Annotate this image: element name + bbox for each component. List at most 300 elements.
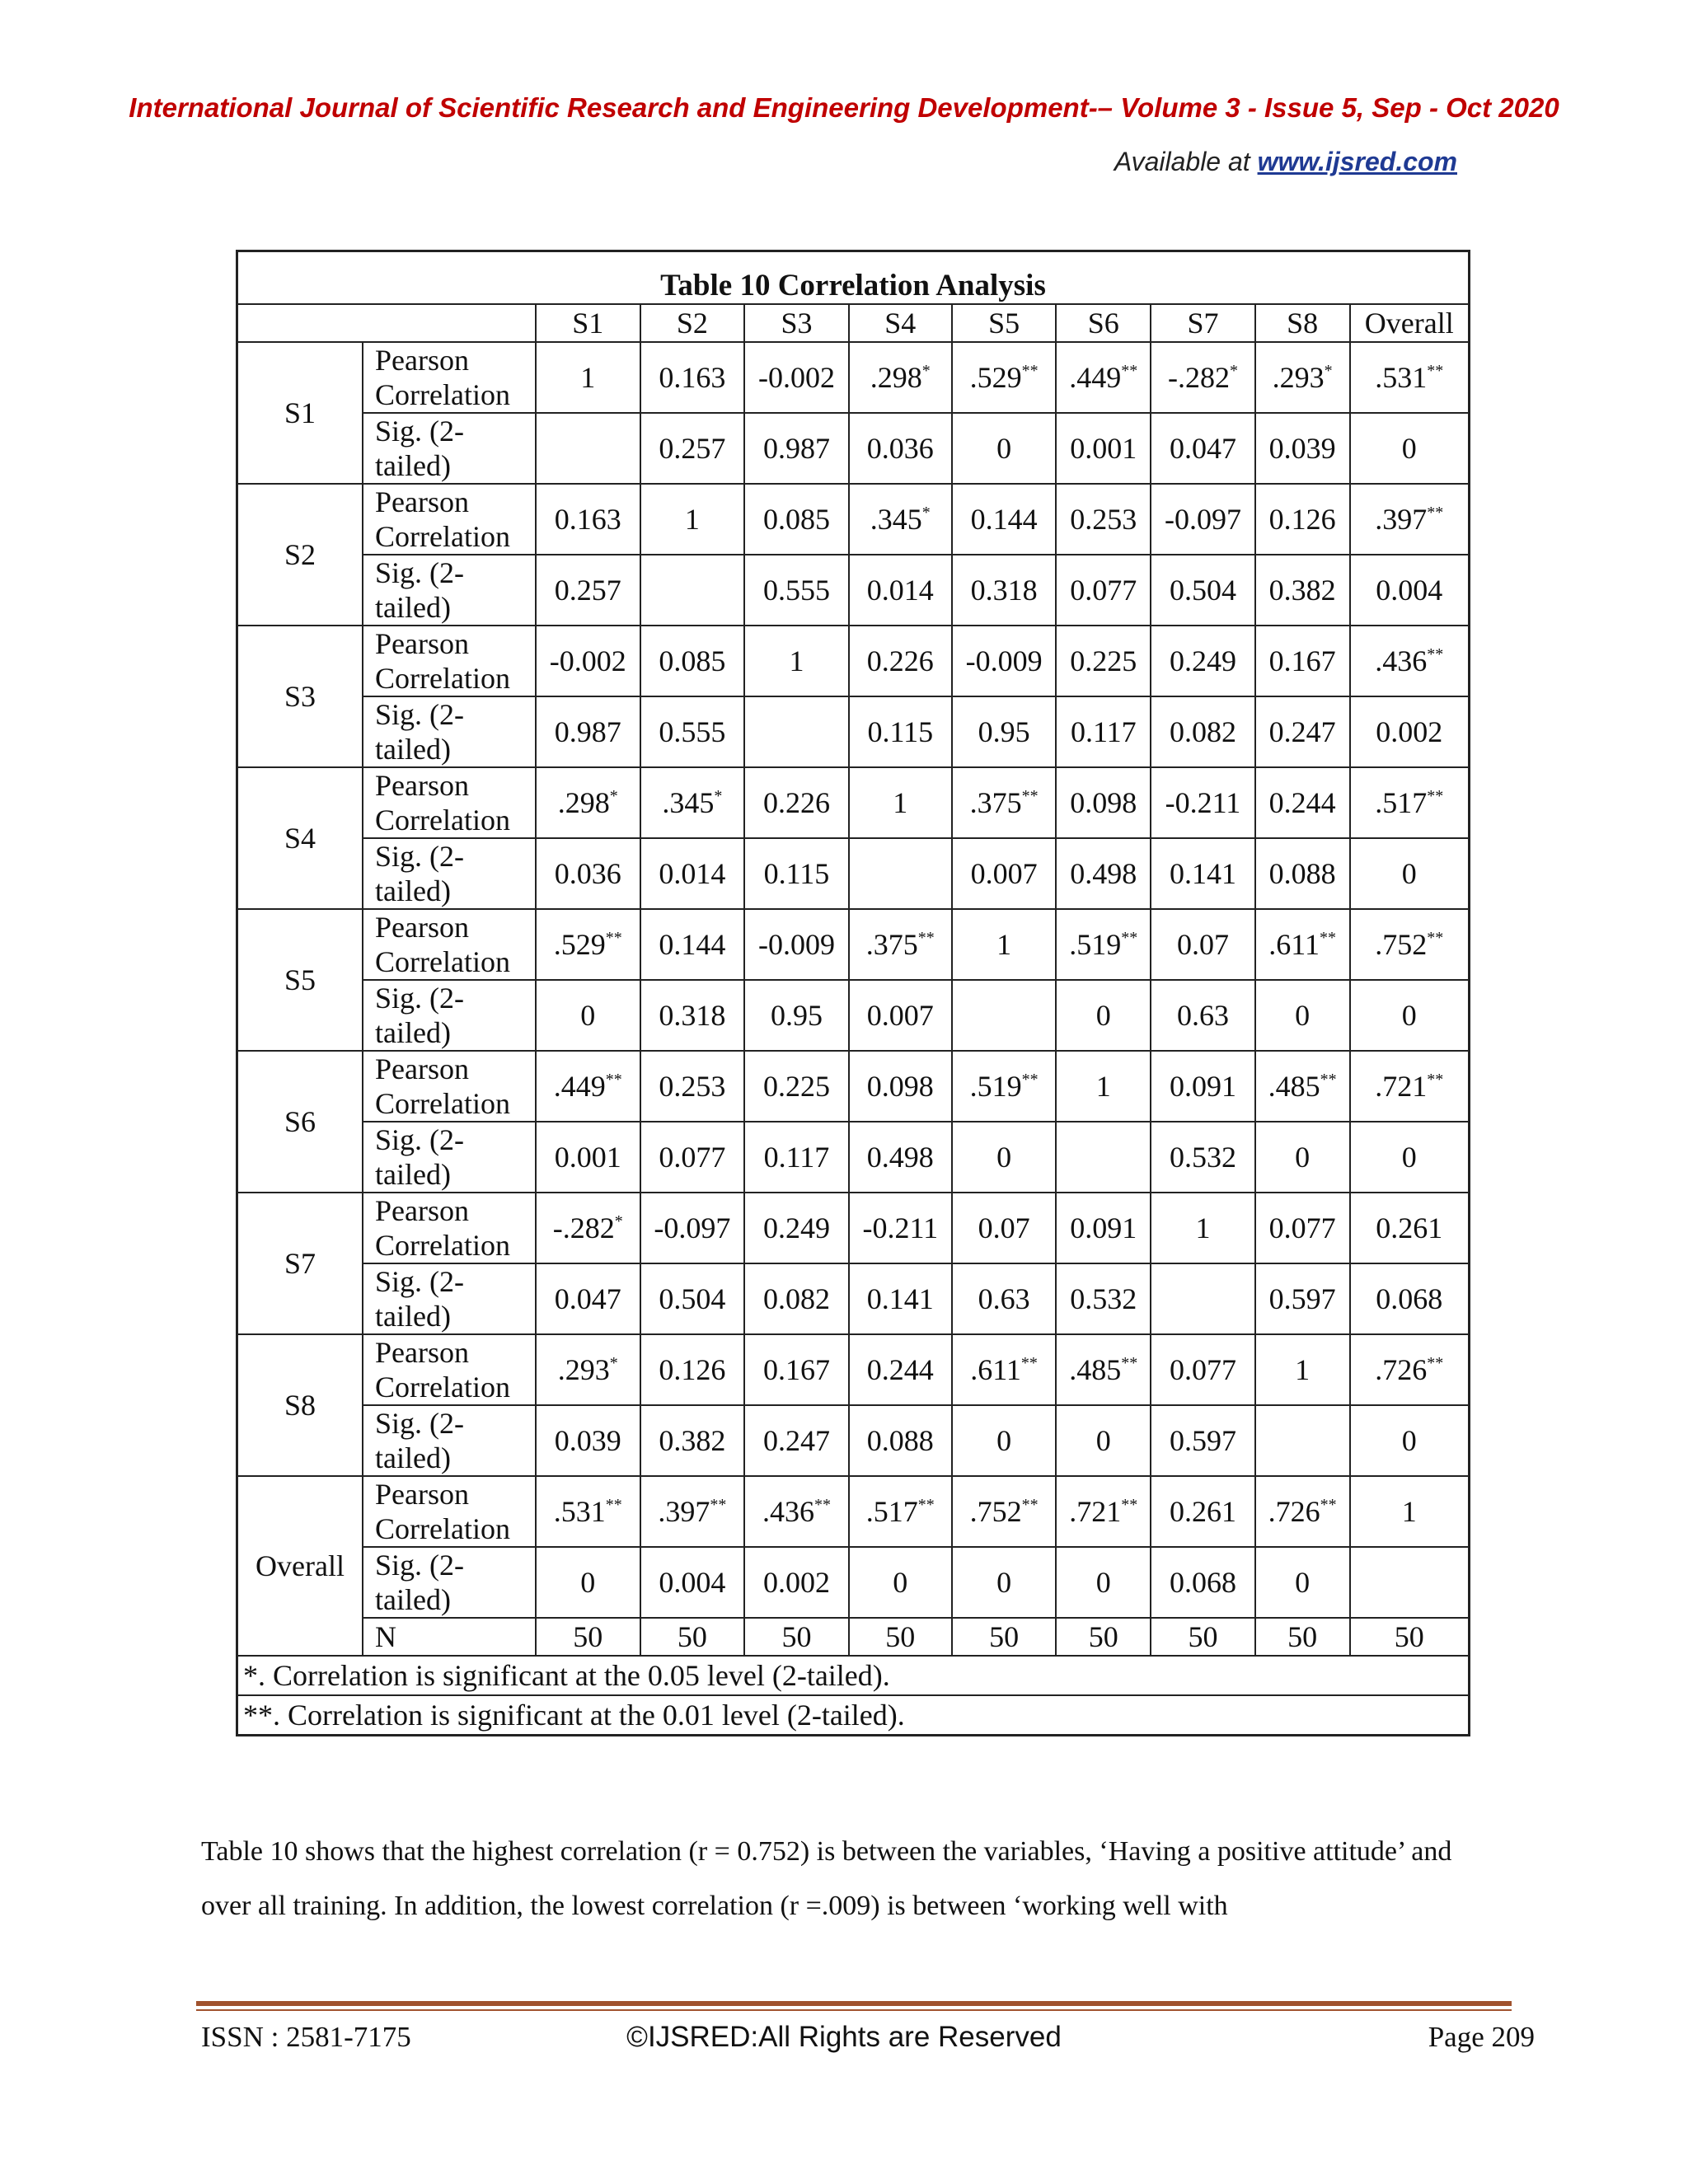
table-footnote: *. Correlation is significant at the 0.05 level (2-tailed). [237, 1656, 1470, 1695]
sig-cell [640, 555, 745, 626]
pearson-value: 0.167 [1268, 644, 1336, 677]
pearson-value: .436 [762, 1495, 814, 1528]
variable-label: Overall [237, 1476, 363, 1656]
sig-cell: 0 [952, 413, 1057, 484]
pearson-cell [640, 1334, 745, 1405]
sig-cell: 0.247 [1255, 696, 1350, 767]
pearson-cell [1151, 1334, 1255, 1405]
pearson-cell [1056, 1193, 1151, 1263]
sig-cell: 0.318 [952, 555, 1057, 626]
pearson-value: .611 [970, 1353, 1021, 1386]
pearson-cell [744, 342, 849, 413]
pearson-value: 1 [684, 503, 700, 536]
sig-cell [952, 980, 1057, 1051]
table-header-row [237, 304, 1470, 342]
sig-cell: 0.039 [1255, 413, 1350, 484]
journal-header: International Journal of Scientific Research and Engineering Development-– Volume 3 - Issue 5, Sep - Oct 2020 [129, 92, 1559, 123]
pearson-cell [1255, 484, 1350, 555]
pearson-cell [849, 342, 952, 413]
sig-cell: 0.95 [952, 696, 1057, 767]
sig-cell [849, 838, 952, 909]
table-row [237, 555, 1470, 626]
sig-cell: 0 [1350, 1405, 1470, 1476]
significance-marker: ** [1427, 645, 1444, 663]
pearson-cell [744, 626, 849, 696]
variable-label: S7 [237, 1193, 363, 1334]
stat-label: Sig. (2-tailed) [363, 696, 536, 767]
table-row [237, 1405, 1470, 1476]
pearson-cell [744, 1334, 849, 1405]
pearson-value: 0.261 [1376, 1212, 1443, 1244]
stat-label: N [363, 1618, 536, 1656]
sig-cell: 0.115 [744, 838, 849, 909]
pearson-value: 1 [1295, 1353, 1311, 1386]
stat-label: Pearson Correlation [363, 1476, 536, 1547]
pearson-cell [536, 484, 640, 555]
sig-cell: 0 [536, 980, 640, 1051]
pearson-value: 0.091 [1070, 1212, 1137, 1244]
pearson-value: 1 [1195, 1212, 1211, 1244]
pearson-value: .449 [1069, 361, 1122, 394]
n-cell: 50 [1350, 1618, 1470, 1656]
pearson-value: .397 [658, 1495, 710, 1528]
table-row [237, 1476, 1470, 1547]
table-row [237, 767, 1470, 838]
footer-issn: ISSN : 2581-7175 [201, 2021, 411, 2053]
significance-marker: ** [917, 929, 935, 947]
stat-label: Sig. (2-tailed) [363, 555, 536, 626]
sig-cell: 0.082 [744, 1263, 849, 1334]
variable-label: S6 [237, 1051, 363, 1193]
sig-cell: 0.068 [1350, 1263, 1470, 1334]
significance-marker: * [714, 787, 723, 805]
sig-cell [1255, 1405, 1350, 1476]
column-header: S3 [744, 304, 849, 342]
column-header: S7 [1151, 304, 1255, 342]
pearson-cell [536, 909, 640, 980]
significance-marker: ** [710, 1496, 727, 1514]
pearson-value: 0.253 [659, 1070, 726, 1103]
pearson-cell [849, 626, 952, 696]
significance-marker: ** [1320, 1496, 1337, 1514]
pearson-cell [1350, 909, 1470, 980]
sig-cell: 0.036 [849, 413, 952, 484]
pearson-value: 0.249 [1169, 644, 1236, 677]
pearson-value: 0.163 [554, 503, 621, 536]
sig-cell: 0.014 [640, 838, 745, 909]
table-row [237, 838, 1470, 909]
sig-cell: 0.002 [1350, 696, 1470, 767]
pearson-cell [640, 484, 745, 555]
table-row [237, 626, 1470, 696]
pearson-cell [1255, 1334, 1350, 1405]
table-row [237, 342, 1470, 413]
pearson-cell [640, 767, 745, 838]
pearson-cell [1056, 909, 1151, 980]
pearson-cell [1151, 1193, 1255, 1263]
pearson-cell [1350, 767, 1470, 838]
pearson-cell [744, 909, 849, 980]
sig-cell: 0.088 [849, 1405, 952, 1476]
pearson-cell [536, 1334, 640, 1405]
table-row [237, 1051, 1470, 1122]
n-cell: 50 [1056, 1618, 1151, 1656]
sig-cell: 0.555 [640, 696, 745, 767]
pearson-value: -0.211 [862, 1212, 939, 1244]
pearson-cell [952, 484, 1057, 555]
pearson-value: 1 [789, 644, 804, 677]
table-row [237, 1263, 1470, 1334]
pearson-cell [1350, 484, 1470, 555]
column-header: S5 [952, 304, 1057, 342]
sig-cell: 0.141 [849, 1263, 952, 1334]
pearson-value: .517 [865, 1495, 918, 1528]
pearson-cell [1151, 1476, 1255, 1547]
table-row [237, 980, 1470, 1051]
pearson-value: 0.098 [866, 1070, 934, 1103]
table-row [237, 909, 1470, 980]
significance-marker: ** [814, 1496, 831, 1514]
sig-cell: 0.117 [744, 1122, 849, 1193]
sig-cell: 0 [1350, 1122, 1470, 1193]
significance-marker: ** [1427, 929, 1444, 947]
pearson-value: .298 [870, 361, 922, 394]
pearson-value: .345 [662, 786, 715, 819]
sig-cell [536, 413, 640, 484]
sig-cell: 0.257 [640, 413, 745, 484]
table-row [237, 413, 1470, 484]
significance-marker: ** [1427, 504, 1444, 522]
sig-cell: 0.039 [536, 1405, 640, 1476]
pearson-cell [1350, 342, 1470, 413]
sig-cell: 0.068 [1151, 1547, 1255, 1618]
sig-cell: 0.007 [952, 838, 1057, 909]
pearson-value: 0.144 [970, 503, 1038, 536]
sig-cell: 0 [1255, 1547, 1350, 1618]
pearson-cell [640, 1476, 745, 1547]
significance-marker: ** [1021, 787, 1039, 805]
sig-cell: 0 [1056, 1547, 1151, 1618]
pearson-value: 0.091 [1169, 1070, 1236, 1103]
pearson-value: 0.077 [1268, 1212, 1336, 1244]
sig-cell: 0.004 [1350, 555, 1470, 626]
stat-label: Sig. (2-tailed) [363, 1122, 536, 1193]
pearson-cell [1255, 1051, 1350, 1122]
table-row [237, 696, 1470, 767]
sig-cell: 0 [849, 1547, 952, 1618]
pearson-value: .293 [1272, 361, 1325, 394]
significance-marker: ** [1021, 1496, 1039, 1514]
sig-cell [1350, 1547, 1470, 1618]
available-at [1114, 147, 1457, 177]
sig-cell: 0 [1350, 980, 1470, 1051]
significance-marker: ** [1020, 1354, 1038, 1372]
pearson-value: .752 [969, 1495, 1022, 1528]
n-cell: 50 [1255, 1618, 1350, 1656]
available-prefix: Available at [1114, 147, 1258, 176]
pearson-cell [1151, 342, 1255, 413]
sig-cell: 0.498 [1056, 838, 1151, 909]
pearson-value: .436 [1375, 644, 1428, 677]
pearson-value: 1 [1401, 1495, 1417, 1528]
significance-marker: ** [1427, 362, 1444, 380]
significance-marker: ** [605, 929, 622, 947]
stat-label: Sig. (2-tailed) [363, 1405, 536, 1476]
pearson-cell [1255, 1193, 1350, 1263]
header-corner [237, 304, 537, 342]
significance-marker: * [1324, 362, 1333, 380]
significance-marker: ** [1121, 362, 1138, 380]
sig-cell: 0.117 [1056, 696, 1151, 767]
pearson-cell [952, 909, 1057, 980]
correlation-table [236, 250, 1470, 1736]
pearson-cell [640, 626, 745, 696]
pearson-value: 0.126 [659, 1353, 726, 1386]
pearson-cell [1350, 1051, 1470, 1122]
pearson-cell [536, 1051, 640, 1122]
pearson-cell [849, 1334, 952, 1405]
pearson-cell [640, 342, 745, 413]
pearson-cell [536, 767, 640, 838]
significance-marker: ** [917, 1496, 935, 1514]
stat-label: Sig. (2-tailed) [363, 838, 536, 909]
sig-cell: 0.597 [1151, 1405, 1255, 1476]
sig-cell: 0 [1255, 980, 1350, 1051]
pearson-cell [744, 1051, 849, 1122]
pearson-value: .449 [553, 1070, 606, 1103]
pearson-cell [640, 909, 745, 980]
pearson-cell [1255, 1476, 1350, 1547]
sig-cell: 0.141 [1151, 838, 1255, 909]
pearson-cell [1151, 909, 1255, 980]
n-cell: 50 [744, 1618, 849, 1656]
significance-marker: ** [1121, 1496, 1138, 1514]
pearson-value: 0.085 [659, 644, 726, 677]
sig-cell: 0.63 [952, 1263, 1057, 1334]
significance-marker: ** [1427, 1071, 1444, 1089]
pearson-value: .531 [1375, 361, 1428, 394]
pearson-value: 0.144 [659, 928, 726, 961]
pearson-cell [1151, 1051, 1255, 1122]
stat-label: Pearson Correlation [363, 1051, 536, 1122]
pearson-cell [744, 1193, 849, 1263]
significance-marker: * [921, 362, 931, 380]
pearson-value: -0.009 [965, 644, 1043, 677]
stat-label: Pearson Correlation [363, 909, 536, 980]
pearson-value: -.282 [1167, 361, 1230, 394]
column-header: S8 [1255, 304, 1350, 342]
sig-cell: 0 [1056, 980, 1151, 1051]
pearson-cell [744, 767, 849, 838]
pearson-value: -0.009 [757, 928, 835, 961]
pearson-value: .517 [1375, 786, 1428, 819]
sig-cell: 0.077 [1056, 555, 1151, 626]
pearson-cell [1056, 626, 1151, 696]
pearson-value: 0.07 [978, 1212, 1030, 1244]
pearson-cell [1255, 342, 1350, 413]
pearson-value: .375 [969, 786, 1022, 819]
table-row [237, 1193, 1470, 1263]
pearson-cell [1255, 767, 1350, 838]
stat-label: Sig. (2-tailed) [363, 1547, 536, 1618]
journal-website-link[interactable]: www.ijsred.com [1257, 147, 1457, 176]
pearson-value: 0.225 [762, 1070, 830, 1103]
table-footnote-row [237, 1656, 1470, 1695]
n-cell: 50 [536, 1618, 640, 1656]
pearson-value: .519 [969, 1070, 1022, 1103]
pearson-value: .293 [557, 1353, 610, 1386]
sig-cell: 0 [1255, 1122, 1350, 1193]
sig-cell: 0.318 [640, 980, 745, 1051]
pearson-value: .397 [1375, 503, 1428, 536]
n-cell: 50 [952, 1618, 1057, 1656]
pearson-value: -.282 [552, 1212, 615, 1244]
pearson-cell [1056, 1051, 1151, 1122]
table-row [237, 1547, 1470, 1618]
footer-page-number: Page 209 [1428, 2021, 1535, 2053]
sig-cell: 0 [952, 1405, 1057, 1476]
pearson-value: 0.261 [1169, 1495, 1236, 1528]
pearson-cell [1350, 626, 1470, 696]
pearson-value: 0.077 [1169, 1353, 1236, 1386]
significance-marker: ** [605, 1496, 622, 1514]
pearson-cell [640, 1051, 745, 1122]
sig-cell [744, 696, 849, 767]
pearson-value: -0.002 [549, 644, 626, 677]
sig-cell: 0.987 [536, 696, 640, 767]
sig-cell: 0.95 [744, 980, 849, 1051]
pearson-cell [952, 1051, 1057, 1122]
pearson-value: .345 [870, 503, 922, 536]
sig-cell: 0.257 [536, 555, 640, 626]
sig-cell: 0.004 [640, 1547, 745, 1618]
pearson-cell [1056, 484, 1151, 555]
sig-cell: 0.597 [1255, 1263, 1350, 1334]
pearson-value: 0.249 [762, 1212, 830, 1244]
pearson-cell [1151, 484, 1255, 555]
variable-label: S8 [237, 1334, 363, 1476]
pearson-cell [1056, 767, 1151, 838]
column-header: S2 [640, 304, 745, 342]
stat-label: Pearson Correlation [363, 484, 536, 555]
pearson-cell [1056, 1334, 1151, 1405]
stat-label: Pearson Correlation [363, 1193, 536, 1263]
pearson-cell [1056, 342, 1151, 413]
pearson-cell [1350, 1476, 1470, 1547]
pearson-value: .529 [969, 361, 1022, 394]
pearson-cell [536, 1476, 640, 1547]
pearson-cell [536, 626, 640, 696]
significance-marker: ** [1121, 1354, 1138, 1372]
pearson-value: .485 [1268, 1070, 1320, 1103]
pearson-value: 0.244 [1268, 786, 1336, 819]
pearson-cell [849, 1051, 952, 1122]
significance-marker: ** [1320, 1071, 1337, 1089]
column-header: S6 [1056, 304, 1151, 342]
sig-cell: 0.555 [744, 555, 849, 626]
pearson-cell [536, 1193, 640, 1263]
pearson-value: .519 [1069, 928, 1122, 961]
sig-cell: 0.504 [640, 1263, 745, 1334]
pearson-cell [1151, 767, 1255, 838]
sig-cell: 0.001 [536, 1122, 640, 1193]
pearson-cell [849, 909, 952, 980]
pearson-value: 0.126 [1268, 503, 1336, 536]
pearson-value: -0.097 [654, 1212, 731, 1244]
pearson-value: -0.002 [757, 361, 835, 394]
pearson-value: .726 [1375, 1353, 1428, 1386]
pearson-value: 0.244 [866, 1353, 934, 1386]
pearson-cell [1350, 1193, 1470, 1263]
pearson-value: .726 [1268, 1495, 1320, 1528]
column-header: S4 [849, 304, 952, 342]
stat-label: Sig. (2-tailed) [363, 980, 536, 1051]
pearson-value: .531 [553, 1495, 606, 1528]
sig-cell: 0 [536, 1547, 640, 1618]
pearson-cell [849, 1476, 952, 1547]
stat-label: Sig. (2-tailed) [363, 1263, 536, 1334]
significance-marker: ** [1427, 1354, 1444, 1372]
pearson-cell [952, 1193, 1057, 1263]
table-footnote-row [237, 1695, 1470, 1736]
significance-marker: ** [1021, 362, 1039, 380]
column-header: S1 [536, 304, 640, 342]
sig-cell: 0.036 [536, 838, 640, 909]
sig-cell: 0 [1350, 413, 1470, 484]
sig-cell: 0.077 [640, 1122, 745, 1193]
pearson-cell [744, 1476, 849, 1547]
table-row [237, 1122, 1470, 1193]
pearson-cell [849, 1193, 952, 1263]
table-title: Table 10 Correlation Analysis [237, 251, 1470, 305]
stat-label: Pearson Correlation [363, 1334, 536, 1405]
pearson-cell [640, 1193, 745, 1263]
pearson-value: 0.163 [659, 361, 726, 394]
significance-marker: ** [1121, 929, 1138, 947]
variable-label: S1 [237, 342, 363, 484]
sig-cell: 0.014 [849, 555, 952, 626]
pearson-value: 0.253 [1070, 503, 1137, 536]
pearson-value: 0.226 [762, 786, 830, 819]
sig-cell: 0.002 [744, 1547, 849, 1618]
pearson-cell [1056, 1476, 1151, 1547]
sig-cell: 0.498 [849, 1122, 952, 1193]
sig-cell: 0.382 [640, 1405, 745, 1476]
pearson-value: .529 [553, 928, 606, 961]
pearson-value: 0.07 [1176, 928, 1229, 961]
sig-cell: 0.63 [1151, 980, 1255, 1051]
sig-cell: 0.247 [744, 1405, 849, 1476]
pearson-value: 0.225 [1070, 644, 1137, 677]
table-row [237, 484, 1470, 555]
sig-cell: 0.088 [1255, 838, 1350, 909]
sig-cell: 0.047 [536, 1263, 640, 1334]
sig-cell: 0.504 [1151, 555, 1255, 626]
sig-cell: 0.987 [744, 413, 849, 484]
significance-marker: ** [1319, 929, 1336, 947]
pearson-value: 1 [1095, 1070, 1111, 1103]
n-cell: 50 [849, 1618, 952, 1656]
significance-marker: * [614, 1212, 623, 1230]
sig-cell: 0 [952, 1122, 1057, 1193]
sig-cell: 0.115 [849, 696, 952, 767]
column-header: Overall [1350, 304, 1470, 342]
sig-cell: 0.007 [849, 980, 952, 1051]
significance-marker: ** [1021, 1071, 1039, 1089]
significance-marker: * [609, 787, 618, 805]
n-cell: 50 [1151, 1618, 1255, 1656]
sig-cell: 0.047 [1151, 413, 1255, 484]
